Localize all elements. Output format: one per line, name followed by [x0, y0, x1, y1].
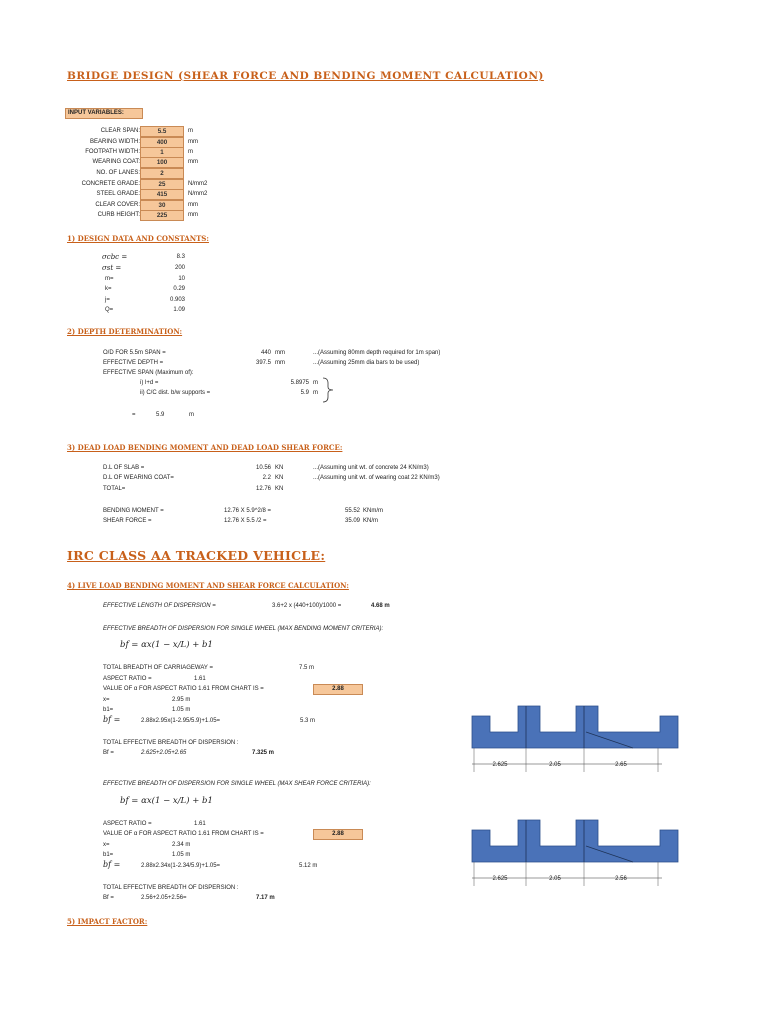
- input-unit: N/mm2: [188, 181, 208, 187]
- input-field-footpath-width[interactable]: 1: [140, 147, 184, 158]
- Bf-expr: 2.625+2.05+2.65: [141, 750, 187, 756]
- total-breadth-value: 7.5 m: [299, 665, 315, 671]
- b1-label: b1=: [103, 707, 114, 713]
- input-label: BEARING WIDTH:: [89, 139, 140, 145]
- alpha-label: VALUE OF α FOR ASPECT RATIO 1.61 FROM CHART IS =: [103, 831, 264, 837]
- alpha-value-cell[interactable]: 2.88: [313, 829, 363, 840]
- constant-label: m=: [105, 276, 114, 282]
- option-i-unit: m: [313, 380, 318, 386]
- option-i-label: i) l+d =: [140, 380, 159, 386]
- dimension-label: 2.625: [492, 876, 508, 882]
- dispersion-formula-sf: bf = αx(1 − x/L) + b1: [120, 796, 213, 806]
- alpha-label: VALUE OF α FOR ASPECT RATIO 1.61 FROM CHART IS =: [103, 686, 264, 692]
- Bf-value: 7.325 m: [252, 750, 275, 756]
- effective-depth-unit: mm: [275, 360, 285, 366]
- input-label: WEARING COAT:: [92, 159, 140, 165]
- aspect-ratio-label: ASPECT RATIO =: [103, 676, 152, 682]
- input-unit: m: [188, 128, 193, 134]
- b1-value: 1.05 m: [172, 852, 191, 858]
- dl-wearing-coat-value: 2.2: [262, 475, 271, 481]
- option-ii-label: ii) C/C dist. b/w supports =: [140, 390, 211, 396]
- od-unit: mm: [275, 350, 285, 356]
- input-unit: mm: [188, 159, 198, 165]
- irc-class-aa-heading: IRC CLASS AA TRACKED VEHICLE:: [67, 548, 326, 563]
- bf-value: 5.3 m: [300, 718, 316, 724]
- input-label: CLEAR SPAN:: [100, 128, 140, 134]
- Bf-label: Bf =: [103, 895, 114, 901]
- dl-slab-unit: KN: [275, 465, 284, 471]
- constant-value: 0.903: [169, 297, 185, 303]
- total-eff-breadth-label: TOTAL EFFECTIVE BREADTH OF DISPERSION :: [103, 740, 239, 746]
- ebd-sf-title: EFFECTIVE BREADTH OF DISPERSION FOR SINGLE WHEEL (MAX SHEAR FORCE CRITERIA):: [103, 781, 371, 787]
- od-note: ...(Assuming 80mm depth required for 1m span): [313, 350, 441, 356]
- input-row-footpath-width: [60, 147, 193, 157]
- input-unit: mm: [188, 202, 198, 208]
- input-row-bearing-width: [60, 137, 198, 147]
- eff-length-expr: 3.6+2 x (440+100)/1000 =: [272, 603, 342, 609]
- Bf-expr: 2.56+2.05+2.56=: [141, 895, 187, 901]
- total-eff-breadth-label: TOTAL EFFECTIVE BREADTH OF DISPERSION :: [103, 885, 239, 891]
- effective-depth-note: ...(Assuming 25mm dia bars to be used): [313, 360, 420, 366]
- input-unit: mm: [188, 139, 198, 145]
- input-label: CONCRETE GRADE:: [81, 181, 140, 187]
- input-label: FOOTPATH WIDTH:: [85, 149, 140, 155]
- dl-slab-note: ...(Assuming unit wt. of concrete 24 KN/m3): [313, 465, 429, 471]
- input-unit: mm: [188, 212, 198, 218]
- effective-span-eq: =: [132, 412, 136, 418]
- input-row-clear-span: [60, 126, 193, 136]
- constant-label: j=: [105, 297, 110, 303]
- constant-value: 200: [174, 265, 185, 271]
- bf-expr: 2.88x2.95x(1-2.95/5.9)+1.05=: [141, 718, 221, 724]
- dl-total-unit: KN: [275, 486, 284, 492]
- dl-total-label: TOTAL=: [103, 486, 126, 492]
- section-1-title: 1) DESIGN DATA AND CONSTANTS:: [67, 234, 209, 243]
- input-field-concrete-grade[interactable]: 25: [140, 179, 184, 190]
- dimension-label: 2.05: [549, 762, 561, 768]
- input-field-curb-height[interactable]: 225: [140, 210, 184, 221]
- aspect-ratio-label: ASPECT RATIO =: [103, 821, 152, 827]
- dimension-label: 2.65: [615, 762, 627, 768]
- constant-value: 1.09: [173, 307, 185, 313]
- effective-span-label: EFFECTIVE SPAN (Maximum of):: [103, 370, 194, 376]
- shear-force-unit: KN/m: [363, 518, 378, 524]
- constant-label: σcbc =: [102, 253, 128, 261]
- bf-expr: 2.88x2.34x(1-2.34/5.9)+1.05=: [141, 863, 221, 869]
- ebd-bm-title: EFFECTIVE BREADTH OF DISPERSION FOR SINGLE WHEEL (MAX BENDING MOMENT CRITERIA):: [103, 626, 384, 632]
- deck-section-shape: [472, 706, 678, 748]
- input-field-clear-span[interactable]: 5.5: [140, 126, 184, 137]
- Bf-value: 7.17 m: [256, 895, 275, 901]
- input-variables-label: INPUT VARIABLES:: [65, 108, 143, 119]
- input-row-concrete-grade: [60, 179, 208, 189]
- od-label: O/D FOR 5.5m SPAN =: [103, 350, 166, 356]
- effective-span-value: 5.9: [156, 412, 165, 418]
- dl-wearing-coat-unit: KN: [275, 475, 284, 481]
- input-field-no-of-lanes[interactable]: 2: [140, 168, 184, 179]
- dispersion-diagram-sf: [468, 812, 688, 892]
- constant-value: 10: [178, 276, 185, 282]
- dimension-label: 2.625: [492, 762, 508, 768]
- section-5-title: 5) IMPACT FACTOR:: [67, 917, 148, 926]
- dl-slab-label: D.L OF SLAB =: [103, 465, 145, 471]
- eff-length-value: 4.68 m: [371, 603, 390, 609]
- dimension-label: 2.56: [615, 876, 627, 882]
- total-breadth-label: TOTAL BREADTH OF CARRIAGEWAY =: [103, 665, 213, 671]
- option-i-value: 5.8975: [290, 380, 309, 386]
- b1-value: 1.05 m: [172, 707, 191, 713]
- constant-label: Q=: [105, 307, 114, 313]
- deck-section-shape: [472, 820, 678, 862]
- option-ii-value: 5.9: [300, 390, 309, 396]
- section-4-title: 4) LIVE LOAD BENDING MOMENT AND SHEAR FORCE CALCULATION:: [67, 581, 349, 590]
- constant-label: k=: [105, 286, 112, 292]
- aspect-ratio-value: 1.61: [194, 676, 206, 682]
- option-ii-unit: m: [313, 390, 318, 396]
- effective-depth-value: 397.5: [255, 360, 271, 366]
- bf-label: bf =: [103, 860, 121, 869]
- dispersion-diagram-bm: [468, 698, 688, 778]
- b1-label: b1=: [103, 852, 114, 858]
- od-value: 440: [260, 350, 271, 356]
- input-unit: N/mm2: [188, 191, 208, 197]
- x-value: 2.95 m: [172, 697, 191, 703]
- dl-slab-value: 10.56: [255, 465, 271, 471]
- bending-moment-unit: KNm/m: [363, 508, 383, 514]
- dispersion-formula: bf = αx(1 − x/L) + b1: [120, 640, 213, 650]
- constant-value: 8.3: [176, 254, 185, 260]
- bf-value: 5.12 m: [299, 863, 318, 869]
- input-row-clear-cover: [60, 200, 198, 210]
- effective-depth-label: EFFECTIVE DEPTH =: [103, 360, 164, 366]
- dl-wearing-coat-note: ...(Assuming unit wt. of wearing coat 22 KN/m3): [313, 475, 440, 481]
- aspect-ratio-value: 1.61: [194, 821, 206, 827]
- section-2-title: 2) DEPTH DETERMINATION:: [67, 327, 183, 336]
- constant-value: 0.29: [173, 286, 185, 292]
- Bf-label: Bf =: [103, 750, 114, 756]
- bending-moment-expr: 12.76 X 5.9^2/8 =: [224, 508, 272, 514]
- input-field-wearing-coat[interactable]: 100: [140, 157, 184, 168]
- brace-icon: [322, 377, 336, 403]
- dimension-label: 2.05: [549, 876, 561, 882]
- input-row-no-of-lanes: [60, 168, 164, 178]
- x-value: 2.34 m: [172, 842, 191, 848]
- bending-moment-label: BENDING MOMENT =: [103, 508, 164, 514]
- shear-force-label: SHEAR FORCE =: [103, 518, 152, 524]
- bending-moment-value: 55.52: [344, 508, 360, 514]
- input-label: STEEL GRADE:: [96, 191, 140, 197]
- input-label: CLEAR COVER:: [95, 202, 140, 208]
- x-label: x=: [103, 697, 110, 703]
- dl-wearing-coat-label: D.L OF WEARING COAT=: [103, 475, 174, 481]
- dl-total-value: 12.76: [255, 486, 271, 492]
- x-label: x=: [103, 842, 110, 848]
- input-field-bearing-width[interactable]: 400: [140, 137, 184, 148]
- effective-span-unit: m: [189, 412, 194, 418]
- input-row-curb-height: [60, 210, 198, 220]
- bf-label: bf =: [103, 715, 121, 724]
- section-3-title: 3) DEAD LOAD BENDING MOMENT AND DEAD LOAD SHEAR FORCE:: [67, 443, 343, 452]
- shear-force-value: 35.09: [344, 518, 360, 524]
- shear-force-expr: 12.76 X 5.5 /2 =: [224, 518, 267, 524]
- page-title: BRIDGE DESIGN (SHEAR FORCE AND BENDING MOMENT CALCULATION): [67, 70, 544, 82]
- input-field-steel-grade[interactable]: 415: [140, 189, 184, 200]
- input-label: NO. OF LANES:: [96, 170, 140, 176]
- input-row-steel-grade: [60, 189, 208, 199]
- alpha-value-cell[interactable]: 2.88: [313, 684, 363, 695]
- input-unit: m: [188, 149, 193, 155]
- eff-length-label: EFFECTIVE LENGTH OF DISPERSION =: [103, 603, 216, 609]
- input-field-clear-cover[interactable]: 30: [140, 200, 184, 211]
- input-row-wearing-coat: [60, 157, 198, 167]
- input-label: CURB HEIGHT:: [97, 212, 140, 218]
- constant-label: σst =: [102, 264, 122, 272]
